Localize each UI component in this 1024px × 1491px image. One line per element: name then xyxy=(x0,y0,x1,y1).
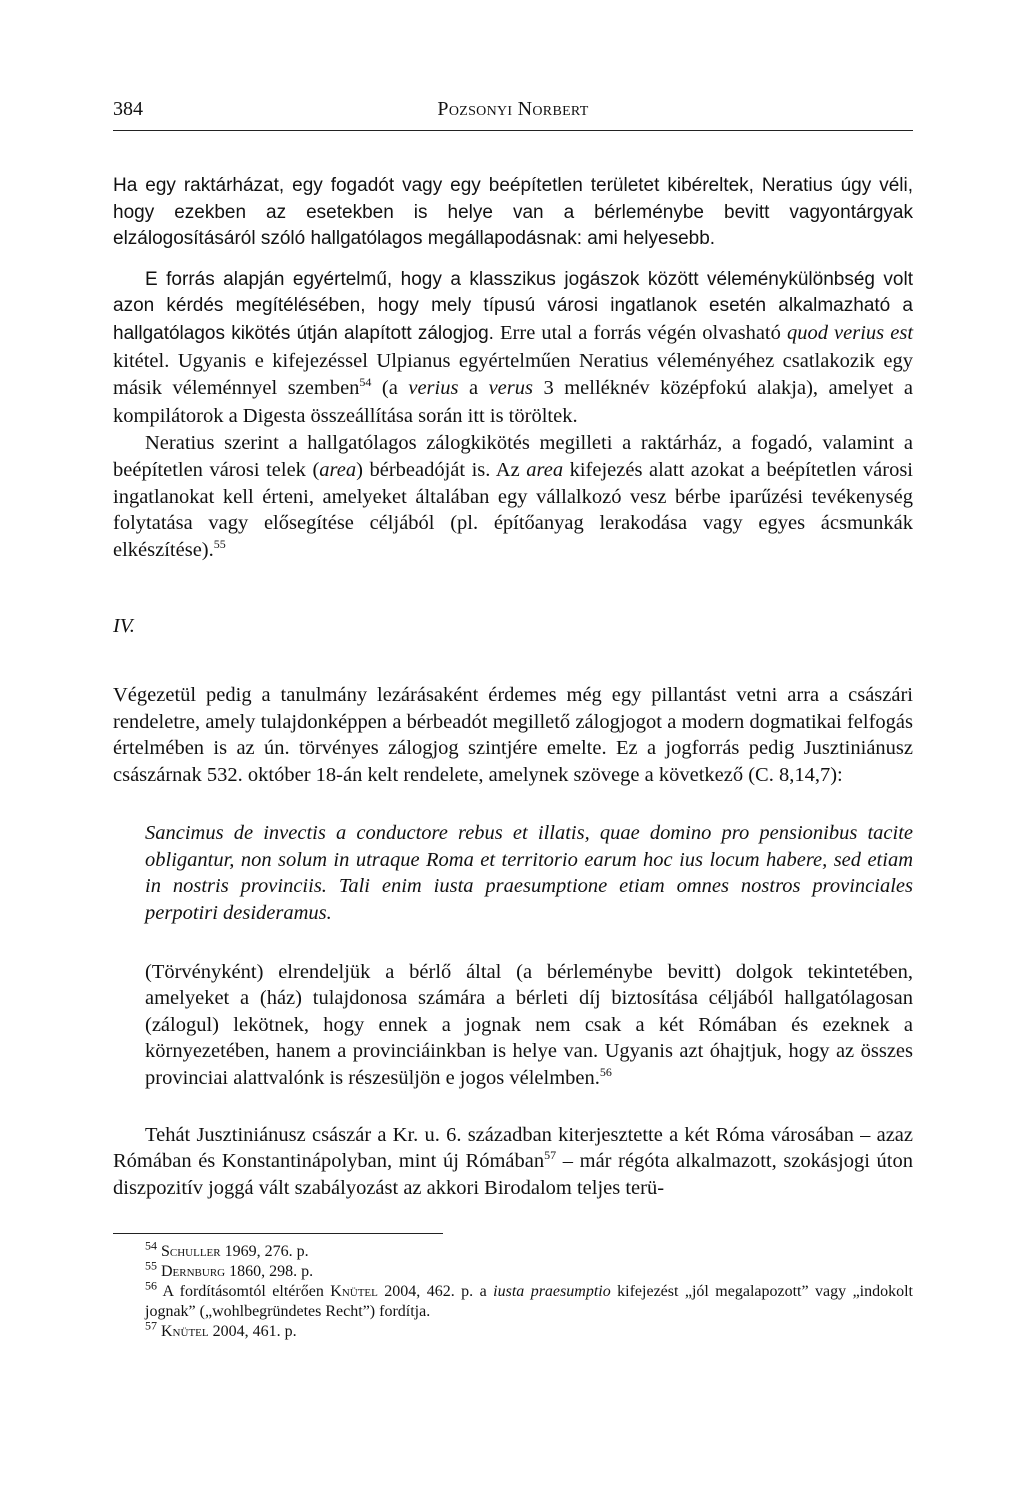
footnote-italic: iusta praesumptio xyxy=(493,1283,611,1301)
footnote-author: Knütel xyxy=(330,1283,378,1301)
text-span: a xyxy=(458,377,489,400)
paragraph-neratius xyxy=(113,430,913,563)
footnote-text: 1969, 276. p. xyxy=(220,1243,309,1261)
running-title: Pozsonyi Norbert xyxy=(437,98,589,120)
footnote-text: 2004, 461. p. xyxy=(208,1323,297,1341)
footnote-text: A fordításomtól eltérően xyxy=(157,1283,331,1301)
paragraph-conclusion: Végezetül pedig a tanulmány lezárásaként érdemes még egy pillantást vetni arra a császári rendeletre, amely tulajdonképpen a bérbeadót megillető zálogjogot a modern dogmatikai felfogás értelmében is az ún. törvényes zálogjog szintjére emelte. Ez a jogforrás pedig Jusztiniánusz császárnak 532. október 18-án kelt rendelete, amelynek szövege a következő (C. 8,14,7): xyxy=(113,683,913,786)
footnote-divider xyxy=(113,1233,443,1234)
italic-phrase: quod verius est xyxy=(786,321,914,344)
footnote-number: 56 xyxy=(145,1279,157,1294)
text-span: kifejezés alatt azokat a beépítetlen városi ingatlanokat kell érteni, amelyeket általában egy vállalkozó vesz bérbe iparűzési tevékenység folytatása vagy elősegítése céljából (pl. építőanyag lerakodása vagy egyes ácsmunkák elkészítése). xyxy=(113,458,913,561)
page xyxy=(113,98,913,1342)
text-span: (a xyxy=(371,377,409,400)
paragraph-translation-1: Ha egy raktárházat, egy fogadót vagy egy beépítetlen területet kibéreltek, Neratius úgy véli, hogy ezekben az esetekben is helye van a bérleménybe bevitt vagyontárgyak elzálogosításáról szóló hallgatólagos megállapodásnak: ami helyesebb. xyxy=(113,175,913,250)
footnote-author: Knütel xyxy=(161,1323,209,1341)
footnote-57 xyxy=(145,1319,913,1342)
text-span: E forrás alapján egyértelmű, hogy a klasszikus jogászok között véleménykülönbség volt azon kérdés megítélésében, hogy mely típusú városi ingatlanok esetén alkalmazható a hallgatólagos kikötés útján alapított zálogjog. xyxy=(113,268,913,344)
footnote-number: 57 xyxy=(145,1319,157,1334)
footnote-ref-54[interactable]: 54 xyxy=(359,375,372,390)
article-body xyxy=(113,173,913,1201)
section-heading: IV. xyxy=(113,615,135,638)
footnote-author: Dernburg xyxy=(161,1263,226,1281)
paragraph-analysis xyxy=(113,267,913,431)
quote-translation xyxy=(145,959,913,1092)
footnote-ref-55[interactable]: 55 xyxy=(213,536,226,551)
footnote-text: 2004, 462. p. a xyxy=(377,1283,494,1301)
footnote-text: kifejezést „jól megalapozott” vagy „indokolt jognak” („wohlbegründetes Recht”) fordítja. xyxy=(145,1283,914,1321)
footnote-54 xyxy=(145,1239,913,1262)
text-span: (Törvényként) elrendeljük a bérlő által (a bérleménybe bevitt) dolgok tekintetében, amelyeket a (ház) tulajdonosa számára a bérleti díj biztosítása céljából hallgatólagosan (zálogul) lekötnek, hogy ennek a jognak nem csak a két Rómában és ezeknek a környezetében, hanem a provinciáinkban is helye van. Ugyanis azt óhajtjuk, hogy az összes provinciai alattvalónk is részesüljön e jogos vélelmben. xyxy=(145,960,913,1090)
text-span: ) bérbeadóját is. Az xyxy=(356,458,527,481)
footnote-ref-56[interactable]: 56 xyxy=(599,1065,612,1080)
footnote-author: Schuller xyxy=(161,1243,221,1261)
text-span: – már régóta alkalmazott, szokásjogi úton diszpozitív joggá vált szabályozást az akkori Birodalom teljes terü- xyxy=(113,1150,913,1199)
page-header xyxy=(113,98,913,131)
italic-word: verius xyxy=(408,377,459,400)
footnote-number: 54 xyxy=(145,1239,157,1254)
footnotes xyxy=(113,1239,914,1342)
text-span: 3 melléknév középfokú alakja), amelyet a kompilátorok a Digesta összeállítása során itt is töröltek. xyxy=(113,377,914,427)
page-number: 384 xyxy=(113,98,143,120)
footnote-number: 55 xyxy=(145,1259,157,1274)
italic-word: area xyxy=(526,458,564,481)
italic-word: verus xyxy=(488,377,533,400)
text-span: Tehát Jusztiniánusz császár a Kr. u. 6. században kiterjesztette a két Róma városában – azaz Rómában és Konstantinápolyban, mint új Rómában xyxy=(113,1123,913,1173)
text-span: Neratius szerint a hallgatólagos zálogkikötés megilleti a raktárház, a fogadó, valamint a beépítetlen városi telek ( xyxy=(113,432,913,481)
text-span: kitétel. Ugyanis e kifejezéssel Ulpianus egyértelműen Neratius véleményéhez csatlakozik egy másik véleménnyel szemben xyxy=(113,349,913,400)
paragraph-final xyxy=(113,1122,913,1202)
italic-word: area xyxy=(319,458,357,481)
footnote-ref-57[interactable]: 57 xyxy=(544,1148,557,1163)
latin-quote: Sancimus de invectis a conductore rebus et illatis, quae domino pro pensionibus tacite obligantur, non solum in utraque Roma et territorio earum hoc ius locum habere, sed etiam in nostris provinciis. Tali enim iusta praesumptione etiam omnes nostros provinciales perpotiri desideramus. xyxy=(145,822,913,925)
footnote-56 xyxy=(145,1279,914,1322)
footnote-text: 1860, 298. p. xyxy=(225,1263,314,1281)
text-span: Erre utal a forrás végén olvasható xyxy=(493,321,787,344)
footnote-55 xyxy=(145,1259,913,1282)
